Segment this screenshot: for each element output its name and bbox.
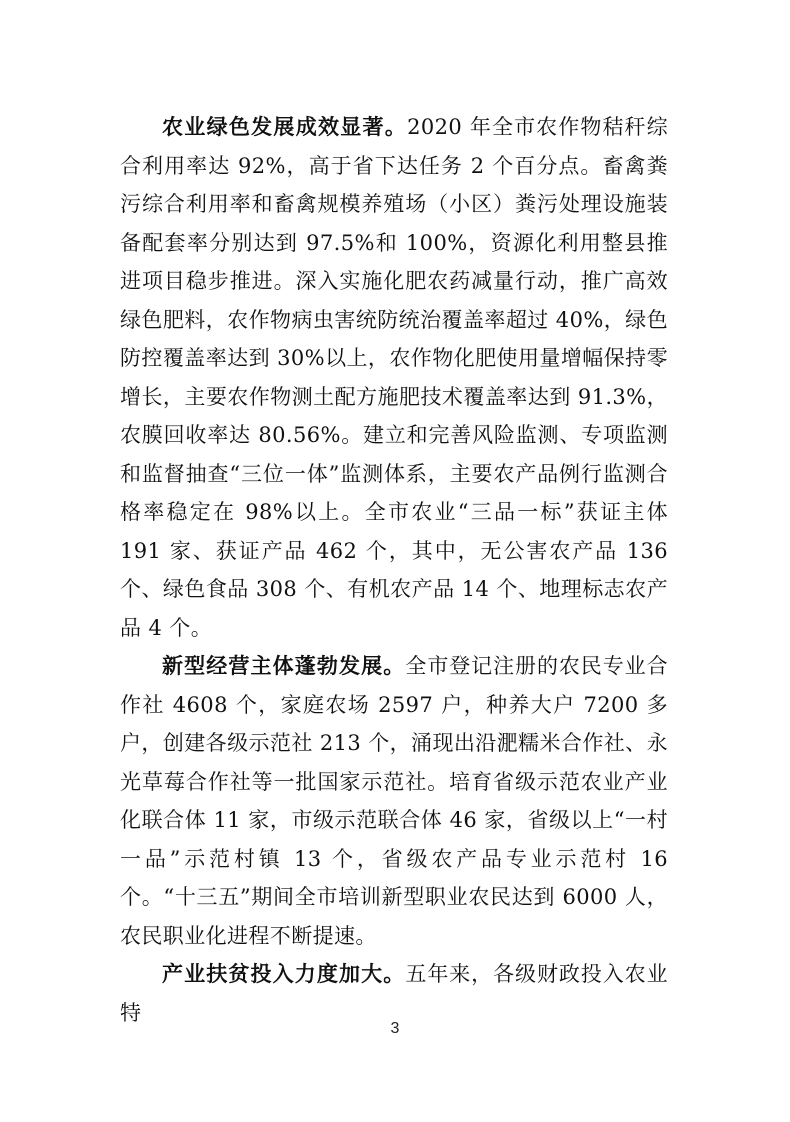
- paragraph-body: 五年来，各级财政投入农业特: [120, 962, 668, 1025]
- paragraph-body: 全市登记注册的农民专业合作社 4608 个，家庭农场 2597 户，种养大户 7200 多户，创建各级示范社 213 个，涌现出沿淝糯米合作社、永光草莓合作社等一批国家示范社。培育省级示范农业产业化联合体 11 家，市级示范联合体 46 家，省级以上“一村一品”示范村镇 13 个，省级农产品专业示范村 16 个。“十三五”期间全市培训新型职业农民达到 6000 人，农民职业化进程不断提速。: [120, 654, 668, 948]
- paragraph-lead-heading: 产业扶贫投入力度加大。: [162, 962, 406, 986]
- page-number: 3: [390, 1020, 400, 1037]
- paragraph-green-development: [120, 108, 668, 647]
- paragraph-body: 2020 年全市农作物秸秆综合利用率达 92%，高于省下达任务 2 个百分点。畜禽粪污综合利用率和畜禽规模养殖场（小区）粪污处理设施装备配套率分别达到 97.5%和 100%，资源化利用整县推进项目稳步推进。深入实施化肥农药减量行动，推广高效绿色肥料，农作物病虫害统防统治覆盖率超过 40%，绿色防控覆盖率达到 30%以上，农作物化肥使用量增幅保持零增长，主要农作物测土配方施肥技术覆盖率达到 91.3%，农膜回收率达 80.56%。建立和完善风险监测、专项监测和监督抽查“三位一体”监测体系，主要农产品例行监测合格率稳定在 98%以上。全市农业“三品一标”获证主体 191 家、获证产品 462 个，其中，无公害农产品 136 个、绿色食品 308 个、有机农产品 14 个、地理标志农产品 4 个。: [120, 115, 668, 640]
- paragraph-lead-heading: 农业绿色发展成效显著。: [162, 115, 408, 139]
- paragraph-lead-heading: 新型经营主体蓬勃发展。: [162, 654, 406, 678]
- paragraph-new-business-entities: [120, 647, 668, 955]
- body-text: [120, 108, 668, 1032]
